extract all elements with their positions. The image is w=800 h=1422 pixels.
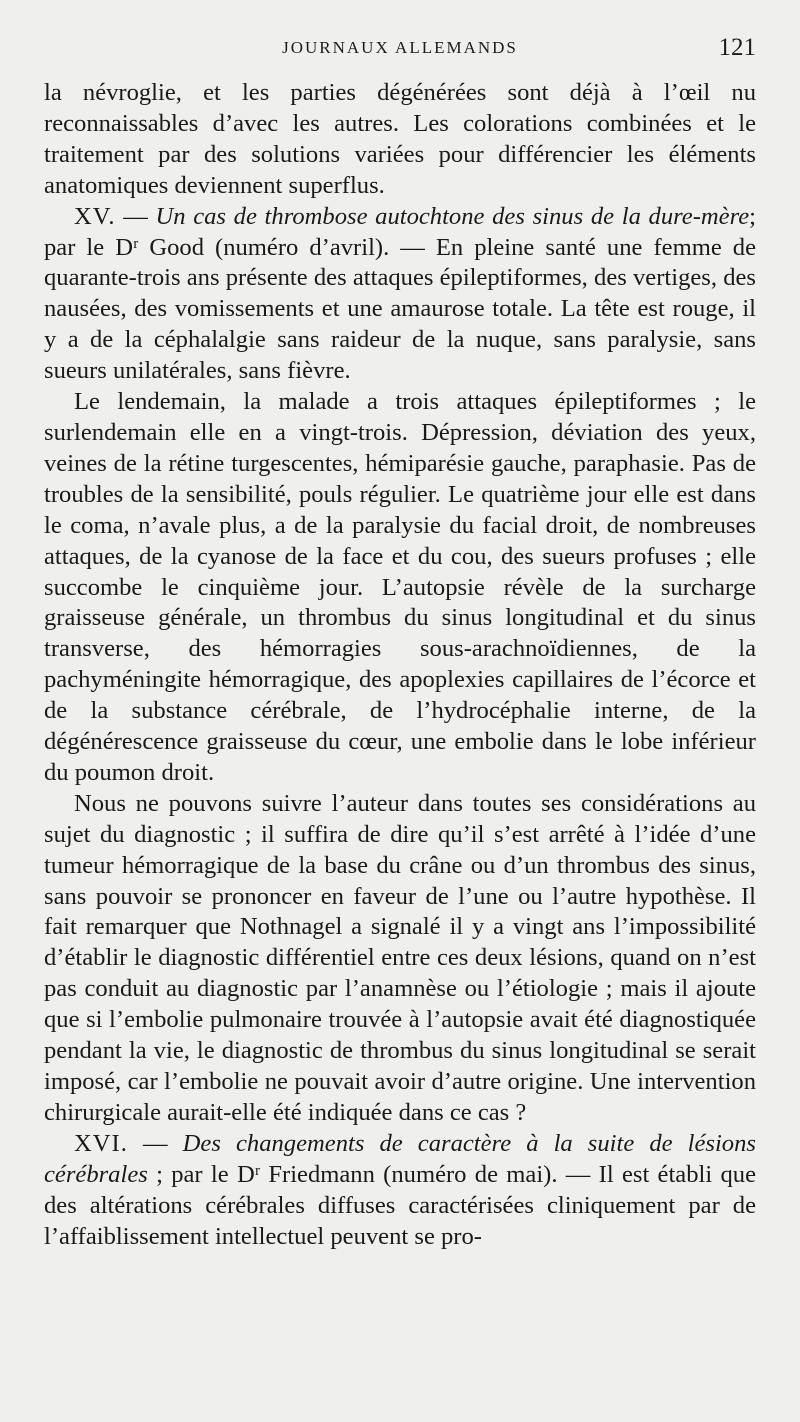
- section-xv-text: ; par le Dʳ Good (numéro d’avril). — En pleine santé une femme de quarante-trois ans présente des attaques épileptiformes, des vertiges, des nausées, des vomissements et une amaurose totale. La tête est rouge, il y a de la céphalalgie sans raideur de la nuque, sans paralysie, sans sueurs unilatérales, sans fièvre.: [44, 202, 756, 385]
- section-xv: [44, 202, 756, 387]
- section-xvi-dash: —: [142, 1129, 168, 1157]
- section-xvi-text: ; par le Dʳ Friedmann (numéro de mai). — Il est établi que des altérations cérébrales diffuses caractérisées cliniquement par de l’affaiblissement intellectuel peuvent se pro-: [44, 1160, 756, 1250]
- section-xv-dash: —: [123, 202, 148, 230]
- section-xv-title: Un cas de thrombose autochtone des sinus de la dure-mère: [155, 202, 750, 230]
- running-head: [44, 34, 756, 66]
- section-xvi-number: XVI.: [74, 1129, 128, 1157]
- body-text: [44, 78, 756, 1252]
- section-xvi: [44, 1129, 756, 1253]
- paragraph-continuation: la névroglie, et les parties dégénérées sont déjà à l’œil nu reconnaissables d’avec les autres. Les colorations combinées et le traitement par des solutions variées pour différencier les éléments anatomiques deviennent superflus.: [44, 79, 756, 199]
- section-xvi-title: Des changements de caractère à la suite de lésions cérébrales: [44, 1129, 756, 1188]
- section-xv-number: XV.: [74, 202, 116, 230]
- page-number: 121: [718, 34, 756, 61]
- paragraph-case-course: Le lendemain, la malade a trois attaques épileptiformes ; le surlendemain elle en a vingt-trois. Dépression, déviation des yeux, veines de la rétine turgescentes, hémiparésie gauche, paraphasie. Pas de troubles de la sensibilité, pouls régulier. Le quatrième jour elle est dans le coma, n’avale plus, a de la paralysie du facial droit, de nombreuses attaques, de la cyanose de la face et du cou, des sueurs profuses ; elle succombe le cinquième jour. L’autopsie révèle de la surcharge graisseuse générale, un thrombus du sinus longitudinal et du sinus transverse, des hémorragies sous-arachnoïdiennes, de la pachyméningite hémorragique, des apoplexies capillaires de l’écorce et de la substance cérébrale, de l’hydrocéphalie interne, de la dégénérescence graisseuse du cœur, une embolie dans le lobe inférieur du poumon droit.: [44, 388, 756, 786]
- paragraph-diagnosis: Nous ne pouvons suivre l’auteur dans toutes ses considérations au sujet du diagnostic ; il suffira de dire qu’il s’est arrêté à l’idée d’une tumeur hémorragique de la base du crâne ou d’un thrombus des sinus, sans pouvoir se prononcer en faveur de l’une ou l’autre hypothèse. Il fait remarquer que Nothnagel a signalé il y a vingt ans l’impossibilité d’établir le diagnostic différentiel entre ces deux lésions, quand on n’est pas conduit au diagnostic par l’anamnèse ou l’étiologie ; mais il ajoute que si l’embolie pulmonaire trouvée à l’autopsie avait été diagnostiquée pendant la vie, le diagnostic de thrombus du sinus longitudinal se serait imposé, car l’embolie ne pouvait avoir d’autre origine. Une intervention chirurgicale aurait-elle été indiquée dans ce cas ?: [44, 789, 756, 1126]
- running-title: JOURNAUX ALLEMANDS: [282, 38, 518, 57]
